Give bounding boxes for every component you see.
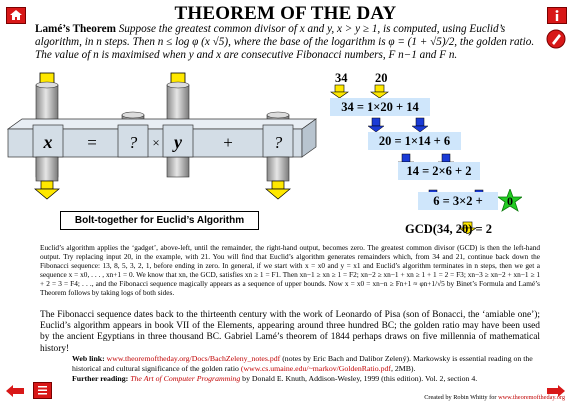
symbol-times: × bbox=[152, 135, 160, 150]
credit-prefix: Created by Robin Whitty for bbox=[424, 394, 497, 401]
further-reading-rest: by Donald E. Knuth, Addison-Wesley, 1999 (this edition). Vol. 2, section 4. bbox=[242, 374, 478, 383]
theorem-name: Lamé’s Theorem bbox=[35, 23, 116, 35]
info-icon bbox=[548, 8, 566, 23]
final-remainder: 0 bbox=[507, 194, 513, 208]
gadget-caption: Bolt-together for Euclid’s Algorithm bbox=[60, 211, 259, 230]
symbol-q2: ? bbox=[273, 133, 283, 152]
pen-icon bbox=[546, 29, 566, 49]
index-button[interactable] bbox=[33, 382, 52, 399]
symbol-q1: ? bbox=[128, 133, 138, 152]
output-arrow-remainder bbox=[266, 181, 290, 199]
golden-ratio-size: , 2MB). bbox=[390, 364, 416, 373]
symbol-y: y bbox=[174, 132, 182, 152]
web-link-label: Web link: bbox=[72, 354, 105, 363]
input-x-label: 34 bbox=[335, 71, 348, 85]
symbol-eq: = bbox=[87, 133, 97, 152]
further-reading-label: Further reading: bbox=[72, 374, 129, 383]
history-paragraph: The Fibonacci sequence dates back to the thirteenth century with the work of Leonardo of Pisa (son of Bonacci, the ‘amiable one’); Euclid’s algorithm appears in book VII of the Elements, appearing around three hundred BC; the golden ratio may have been used by the ancient Egyptians in three thousand BC. Gabriel Lamé’s theorem of 1844 perhaps draws on five millennia of mathematical history! bbox=[40, 310, 540, 354]
arrow-left-icon bbox=[6, 385, 24, 397]
pen-button[interactable] bbox=[546, 29, 566, 49]
home-button[interactable] bbox=[6, 7, 26, 24]
home-icon bbox=[7, 8, 25, 23]
euclid-step-3: 14 = 2×6 + 2 bbox=[398, 162, 480, 180]
explanation-paragraph: Euclid’s algorithm applies the ‘gadget’, above-left, until the remainder, the right-hand output, becomes zero. The greatest common divisor (GCD) is then the left-hand output. Try replacing input 20, in the example, with 21. You will find that Euclid’s algorithm generates remainders which, from 34 and 21, continue back down the Fibonacci sequence: 13, 8, 5, 3, 2, 1, before ending in zero. In general, if we start with x = x0 and y = x1 and Euclid’s algorithm terminates in n steps, then we get a sequence x = x0, . . . , xn+1 = 0. We know that xn, the GCD, satisfies xn ≥ 1 = F1. Then xn−1 ≥ xn ≥ 1 = F2; xn−2 ≥ xn−1 + xn ≥ 1 + 1 = 2 = F3; xn−3 ≥ xn−2 + xn−1 ≥ 1 + 2 = 3 = F4; . . ., and the Fibonacci sequence magically appears as a sequence of upper bounds. Now x = x0 = xn−n ≥ Fn+1 ≈ φn+1/√5 by Binet’s Formula and Lamé’s Theorem follows by taking logs of both sides. bbox=[40, 243, 540, 298]
final-remainder-ball bbox=[498, 189, 522, 213]
credit-site-link[interactable]: www.theoremoftheday.org bbox=[498, 394, 565, 401]
credit-line bbox=[424, 394, 565, 401]
further-reading-title[interactable]: The Art of Computer Programming bbox=[130, 374, 241, 383]
prev-button[interactable] bbox=[6, 385, 24, 397]
page-title: THEOREM OF THE DAY bbox=[174, 3, 397, 24]
symbol-x: x bbox=[43, 132, 53, 152]
golden-ratio-link[interactable]: (www.cs.umaine.edu/~markov/GoldenRatio.pdf bbox=[240, 364, 391, 373]
input-y-label: 20 bbox=[375, 71, 388, 85]
info-button[interactable] bbox=[547, 7, 567, 24]
web-link-note: (notes by Eric Bach and Dalibor Zelený). Markowsky is essential reading on the historical and cultural significance of the golden ratio bbox=[72, 354, 533, 373]
gcd-result: GCD(34, 20) = 2 bbox=[405, 222, 492, 236]
theorem-text: Suppose the greatest common divisor of x and y, x > y ≥ 1, is computed, using Euclid’s algorithm, in n steps. Then n ≤ log φ (x √5), where the base of the logarithm is φ = (1 + √5)/2, the golden ratio. The value of n is maximised when y and x are consecutive Fibonacci numbers, F n−1 and F n. bbox=[35, 23, 535, 61]
references bbox=[72, 354, 542, 384]
output-arrow-gcd bbox=[35, 181, 59, 199]
euclid-step-4: 6 = 3×2 + bbox=[418, 192, 498, 210]
symbol-plus: + bbox=[223, 133, 233, 152]
euclid-step-2: 20 = 1×14 + 6 bbox=[368, 132, 461, 150]
index-icon bbox=[34, 383, 51, 398]
web-link[interactable]: www.theoremoftheday.org/Docs/BachZeleny_notes.pdf bbox=[106, 354, 281, 363]
theorem-statement bbox=[35, 23, 545, 62]
euclid-step-1: 34 = 1×20 + 14 bbox=[330, 98, 430, 116]
